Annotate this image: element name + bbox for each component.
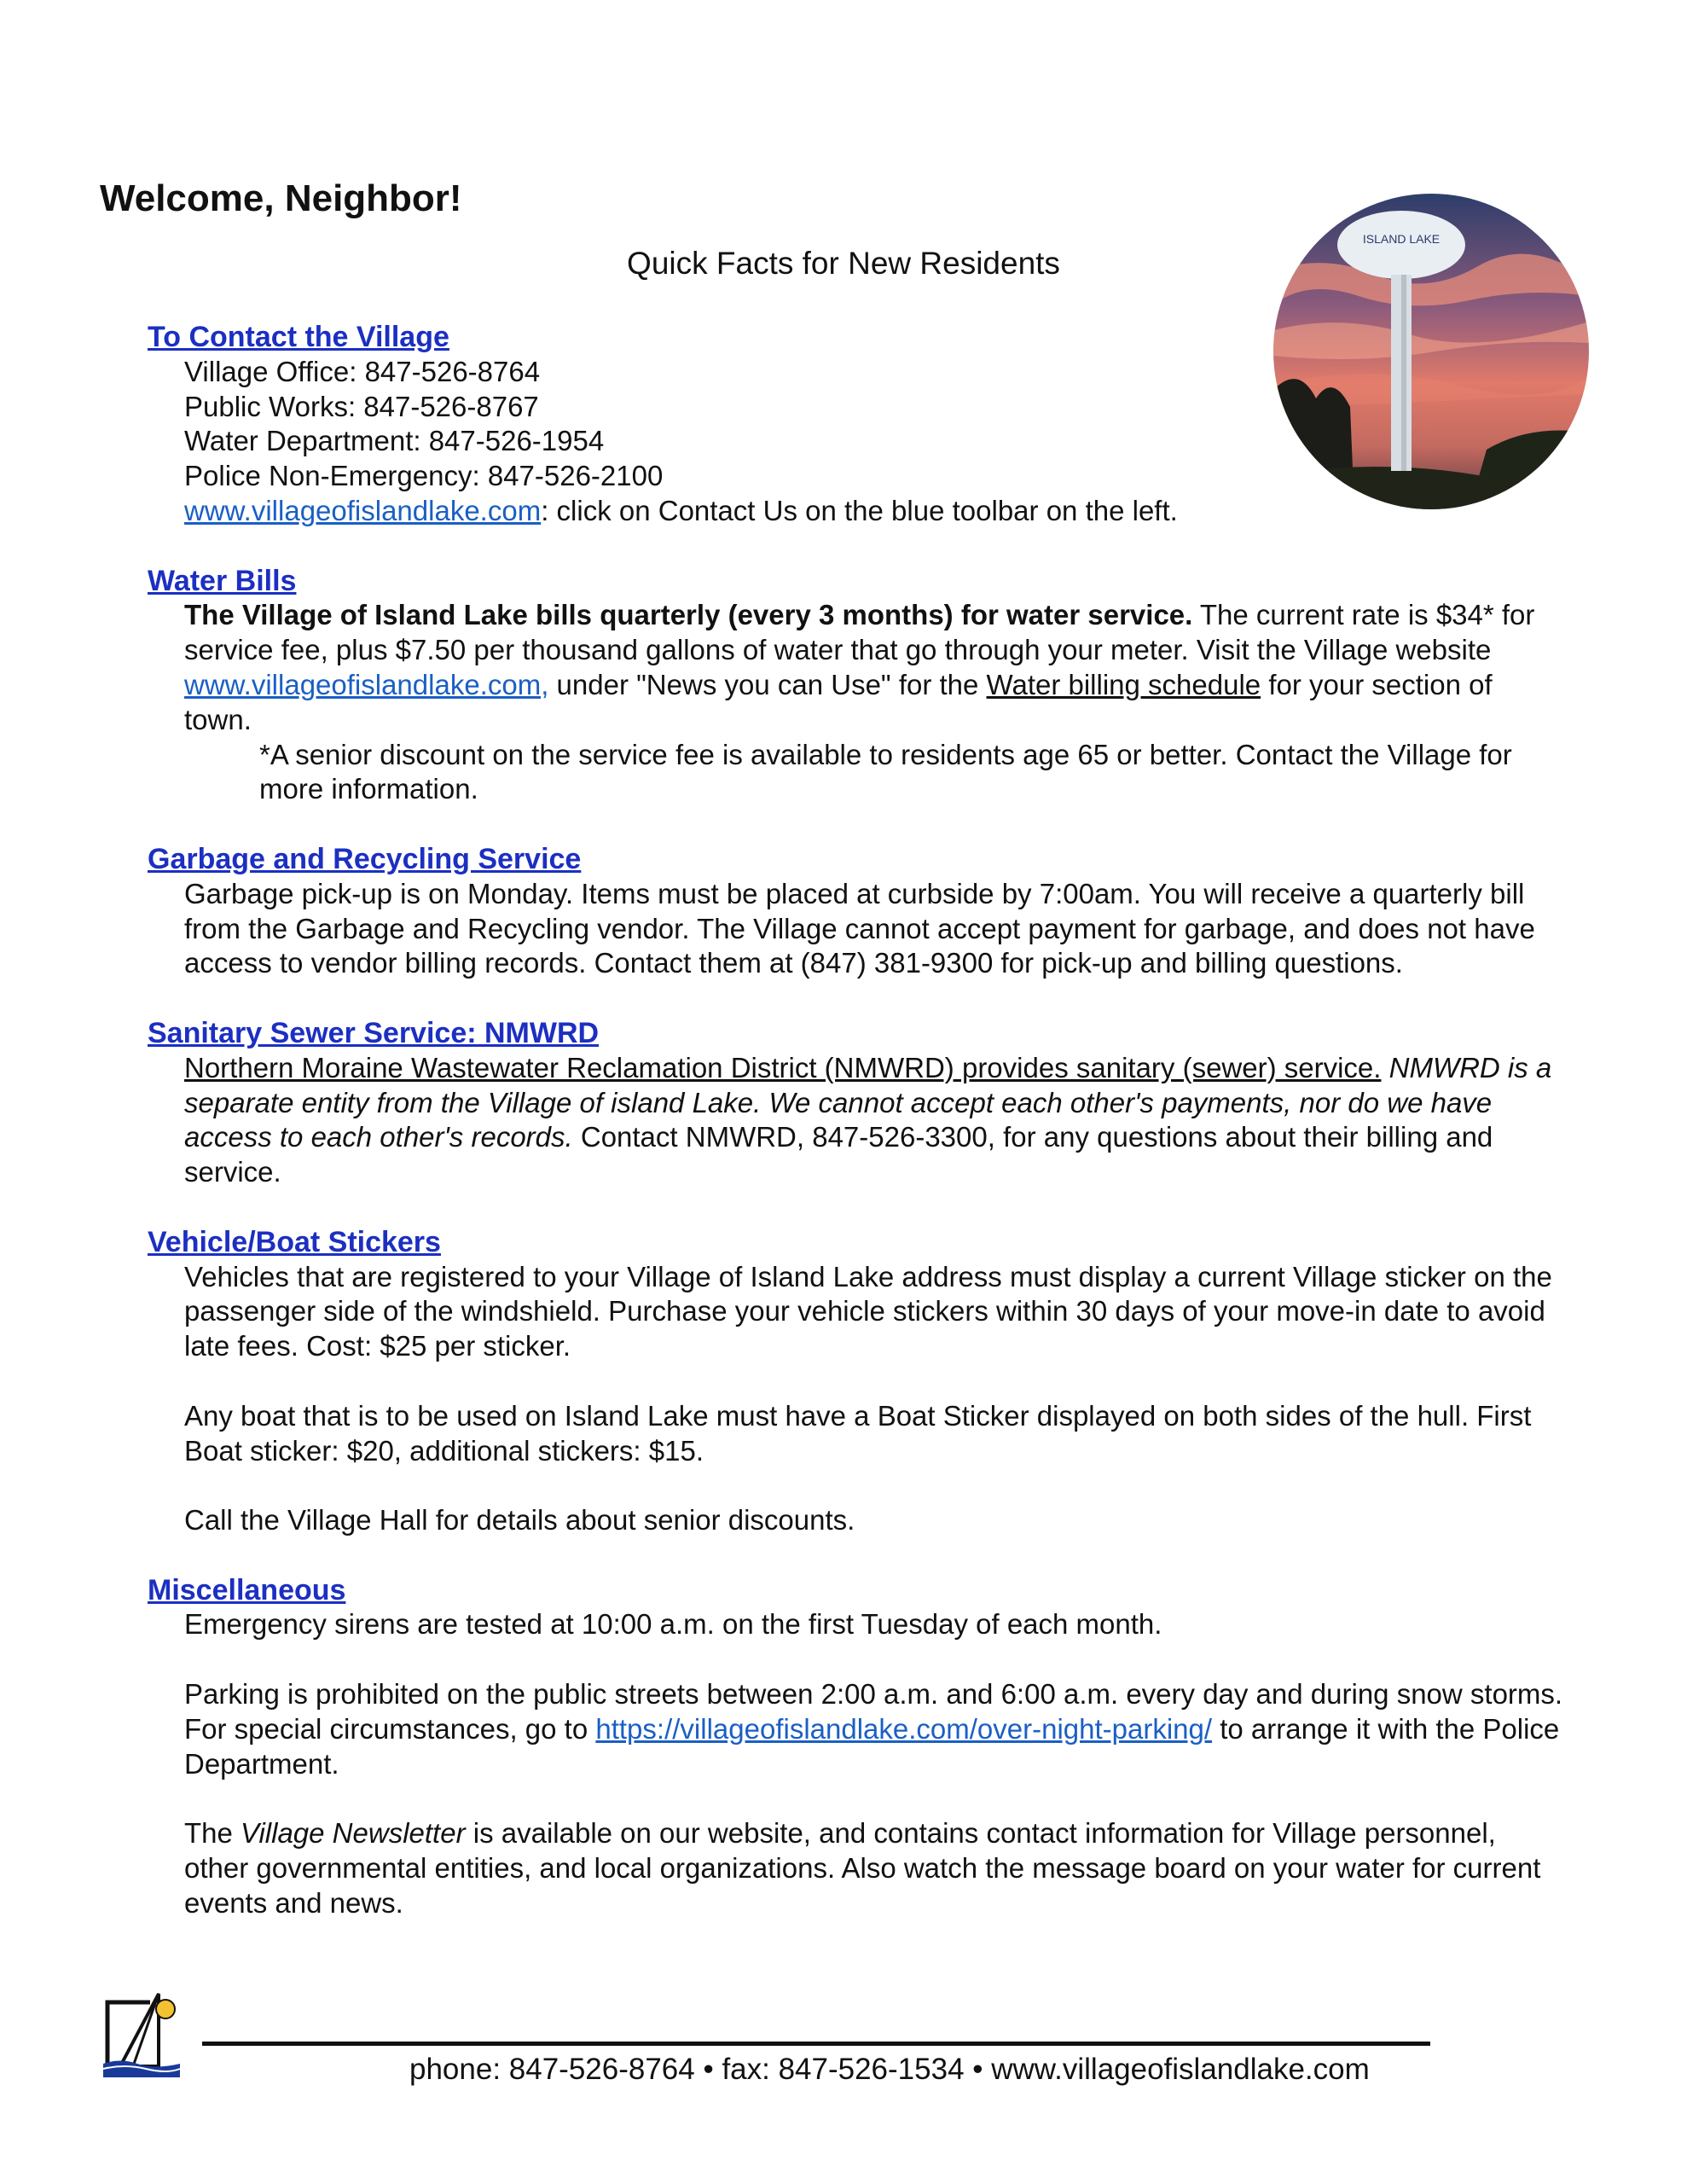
misc-text: to arrange it with the Police Department.: [184, 1712, 1560, 1780]
tower-lettering: ISLAND LAKE: [1362, 232, 1441, 246]
contact-line: Water Department: 847-526-1954: [184, 425, 605, 457]
spacer: [148, 1642, 1564, 1677]
water-text: The current rate is $34* for service fee, plus $7.50 per thousand gallons of water that go through your meter. Visit the Village website: [184, 599, 1535, 666]
misc-paragraph: [148, 1677, 1564, 1781]
spacer: [148, 1364, 1564, 1399]
sewer-heading: Sanitary Sewer Service: NMWRD: [148, 1016, 600, 1049]
contact-line: Village Office: 847-526-8764: [184, 355, 541, 387]
water-website-link[interactable]: www.villageofislandlake.com,: [184, 668, 549, 700]
footer-rule: [202, 2042, 1430, 2046]
water-section: [148, 564, 1564, 808]
sewer-underline: Northern Moraine Wastewater Reclamation District (NMWRD) provides sanitary (sewer) service.: [184, 1051, 1382, 1083]
contact-line: Public Works: 847-526-8767: [184, 390, 539, 422]
misc-heading: Miscellaneous: [148, 1573, 346, 1606]
website-link[interactable]: www.villageofislandlake.com: [184, 494, 542, 526]
water-text: for your section of town.: [184, 668, 1493, 735]
misc-text: The: [184, 1817, 241, 1850]
water-text: under "News you can Use" for the: [548, 668, 987, 700]
stickers-paragraph: Vehicles that are registered to your Village of Island Lake address must display a current Village sticker on the passenger side of the windshield. Purchase your vehicle stickers within 30 days of your move-in date to avoid late fees. Cost: $25 per sticker.: [184, 1260, 1552, 1362]
stickers-paragraph: Call the Village Hall for details about senior discounts.: [184, 1504, 855, 1536]
misc-text: Parking is prohibited on the public streets between 2:00 a.m. and 6:00 a.m. every day and during snow storms. For special circumstances, go to: [184, 1678, 1563, 1745]
garbage-paragraph: Garbage pick-up is on Monday. Items must be placed at curbside by 7:00am. You will receive a quarterly bill from the Garbage and Recycling vendor. The Village cannot accept payment for garbage, and does not have access to vendor billing records. Contact them at (847) 381-9300 for pick-up and billing questions.: [184, 877, 1535, 979]
sewer-text: Contact NMWRD, 847-526-3300, for any questions about their billing and service.: [184, 1121, 1493, 1188]
footer-contact: phone: 847-526-8764 • fax: 847-526-1534 • www.villageofislandlake.com: [409, 2053, 1370, 2086]
spacer: [148, 1468, 1564, 1503]
stickers-section: [148, 1225, 1564, 1538]
parking-link[interactable]: https://villageofislandlake.com/over-night-parking/: [595, 1712, 1213, 1745]
contact-section: [148, 320, 1564, 529]
misc-paragraph: Emergency sirens are tested at 10:00 a.m. on the first Tuesday of each month.: [184, 1608, 1162, 1641]
page-title: Welcome, Neighbor!: [100, 177, 462, 219]
website-suffix: : click on Contact Us on the blue toolbar on the left.: [541, 494, 1178, 526]
spacer: [148, 1781, 1564, 1816]
page-subtitle: Quick Facts for New Residents: [627, 246, 1060, 281]
village-logo-icon: [99, 1985, 184, 2077]
misc-text: is available on our website, and contains contact information for Village personnel, other governmental entities, and local organizations. Also watch the message board on your water for current events and news.: [184, 1817, 1541, 1919]
senior-note: *A senior discount on the service fee is available to residents age 65 or better. Contact the Village for more information.: [259, 738, 1512, 805]
contact-website-line: [148, 494, 1564, 529]
newsletter-title: Village Newsletter: [241, 1817, 466, 1850]
stickers-heading: Vehicle/Boat Stickers: [148, 1225, 441, 1258]
garbage-section: [148, 842, 1564, 981]
contact-line: Police Non-Emergency: 847-526-2100: [184, 460, 664, 492]
main-content: [148, 320, 1564, 1955]
water-paragraph: [148, 598, 1564, 737]
contact-heading: To Contact the Village: [148, 321, 449, 353]
sewer-section: [148, 1016, 1564, 1190]
water-heading: Water Bills: [148, 564, 297, 597]
water-bold-text: The Village of Island Lake bills quarterly (every 3 months) for water service.: [184, 599, 1193, 631]
garbage-heading: Garbage and Recycling Service: [148, 842, 582, 875]
sewer-italic: NMWRD is a separate entity from the Village of island Lake. We cannot accept each other's payments, nor do we have access to each other's records.: [184, 1051, 1552, 1153]
misc-paragraph: [148, 1816, 1564, 1920]
stickers-paragraph: Any boat that is to be used on Island Lake must have a Boat Sticker displayed on both sides of the hull. First Boat sticker: $20, additional stickers: $15.: [184, 1399, 1532, 1467]
misc-section: [148, 1573, 1564, 1921]
sewer-paragraph: [148, 1051, 1564, 1190]
water-billing-schedule: Water billing schedule: [986, 668, 1261, 700]
